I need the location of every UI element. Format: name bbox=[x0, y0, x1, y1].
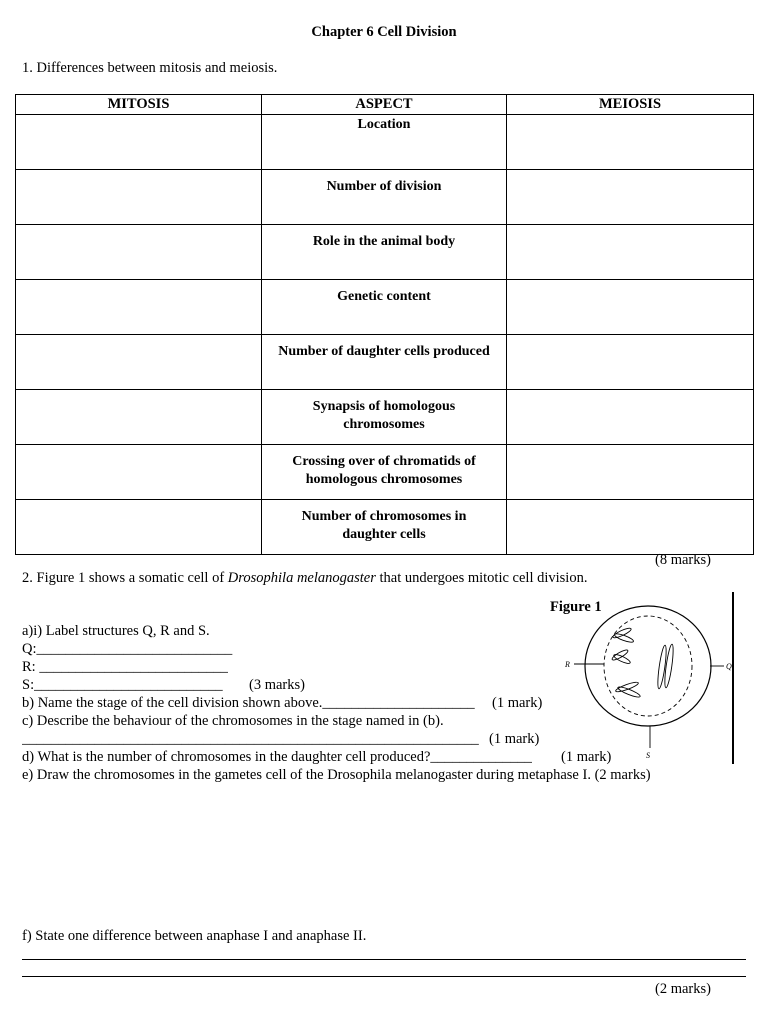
aspect-label: Crossing over of chromatids of bbox=[292, 454, 476, 469]
question-2e: e) Draw the chromosomes in the gametes cell of the Drosophila melanogaster during metaphase I. (2 marks) bbox=[22, 767, 651, 783]
table-row bbox=[16, 500, 754, 555]
species-name: Drosophila melanogaster bbox=[227, 570, 376, 586]
meiosis-answer-cell[interactable] bbox=[507, 390, 754, 445]
table-row bbox=[16, 390, 754, 445]
answer-line-s[interactable]: S:__________________________ bbox=[22, 677, 223, 693]
aspect-cell bbox=[262, 390, 507, 445]
aspect-cell bbox=[262, 115, 507, 170]
question-2a: a)i) Label structures Q, R and S. bbox=[22, 623, 210, 639]
comparison-table bbox=[15, 94, 754, 555]
mitosis-answer-cell[interactable] bbox=[16, 335, 262, 390]
meiosis-answer-cell[interactable] bbox=[507, 225, 754, 280]
aspect-label: Number of chromosomes in bbox=[301, 509, 467, 524]
mitosis-answer-cell[interactable] bbox=[16, 225, 262, 280]
mitosis-answer-cell[interactable] bbox=[16, 445, 262, 500]
mitosis-answer-cell[interactable] bbox=[16, 115, 262, 170]
aspect-label: Role in the animal body bbox=[312, 234, 456, 249]
table-row bbox=[16, 115, 754, 170]
meiosis-answer-cell[interactable] bbox=[507, 445, 754, 500]
meiosis-answer-cell[interactable] bbox=[507, 115, 754, 170]
intro-text: 2. Figure 1 shows a somatic cell of bbox=[22, 570, 228, 586]
aspect-label: Location bbox=[357, 117, 411, 132]
table-row bbox=[16, 225, 754, 280]
table-row bbox=[16, 445, 754, 500]
question-2d[interactable]: d) What is the number of chromosomes in the daughter cell produced?______________ bbox=[22, 749, 532, 765]
aspect-cell bbox=[262, 280, 507, 335]
aspect-cell bbox=[262, 170, 507, 225]
meiosis-answer-cell[interactable] bbox=[507, 280, 754, 335]
meiosis-answer-cell[interactable] bbox=[507, 500, 754, 555]
aspect-cell bbox=[262, 500, 507, 555]
header-aspect: ASPECT bbox=[262, 95, 507, 115]
label-s: S bbox=[646, 751, 650, 760]
aspect-label: chromosomes bbox=[343, 417, 425, 432]
aspect-label: Number of division bbox=[326, 179, 442, 194]
question-2f-marks: (2 marks) bbox=[655, 981, 711, 997]
answer-line-f2[interactable] bbox=[22, 976, 746, 977]
meiosis-answer-cell[interactable] bbox=[507, 170, 754, 225]
cell-diagram bbox=[562, 592, 738, 764]
mitosis-answer-cell[interactable] bbox=[16, 390, 262, 445]
question-1-marks: (8 marks) bbox=[655, 552, 711, 568]
header-mitosis: MITOSIS bbox=[16, 95, 262, 115]
table-row bbox=[16, 170, 754, 225]
meiosis-answer-cell[interactable] bbox=[507, 335, 754, 390]
answer-line-r[interactable]: R: __________________________ bbox=[22, 659, 228, 675]
mitosis-answer-cell[interactable] bbox=[16, 500, 262, 555]
label-q: Q bbox=[726, 662, 732, 671]
aspect-label: Synapsis of homologous bbox=[312, 399, 456, 414]
aspect-label: Number of daughter cells produced bbox=[278, 344, 490, 359]
question-2b-marks: (1 mark) bbox=[492, 695, 543, 711]
figure-title: Figure 1 bbox=[550, 599, 602, 615]
mitosis-answer-cell[interactable] bbox=[16, 170, 262, 225]
table-row bbox=[16, 280, 754, 335]
question-2c: c) Describe the behaviour of the chromosomes in the stage named in (b). bbox=[22, 713, 444, 729]
header-meiosis: MEIOSIS bbox=[507, 95, 754, 115]
aspect-cell bbox=[262, 445, 507, 500]
table-row bbox=[16, 335, 754, 390]
aspect-cell bbox=[262, 335, 507, 390]
aspect-cell bbox=[262, 225, 507, 280]
figure-border-line bbox=[732, 592, 734, 764]
aspect-label: homologous chromosomes bbox=[305, 472, 463, 487]
table-header-row bbox=[16, 95, 754, 115]
page-title: Chapter 6 Cell Division bbox=[311, 24, 457, 40]
question-2d-marks: (1 mark) bbox=[561, 749, 612, 765]
answer-line-f1[interactable] bbox=[22, 959, 746, 960]
aspect-label: daughter cells bbox=[342, 527, 426, 542]
answer-line-c[interactable]: _______________________________________________________________ bbox=[22, 731, 479, 747]
label-r: R bbox=[565, 660, 570, 669]
mitosis-answer-cell[interactable] bbox=[16, 280, 262, 335]
question-2a-marks: (3 marks) bbox=[249, 677, 305, 693]
question-2-intro bbox=[22, 570, 587, 587]
answer-line-q[interactable]: Q:___________________________ bbox=[22, 641, 233, 657]
aspect-label: Genetic content bbox=[337, 289, 431, 304]
question-2f: f) State one difference between anaphase I and anaphase II. bbox=[22, 928, 367, 944]
question-2c-marks: (1 mark) bbox=[489, 731, 540, 747]
intro-text-end: that undergoes mitotic cell division. bbox=[375, 570, 588, 586]
question-1-heading: 1. Differences between mitosis and meiosis. bbox=[22, 60, 278, 76]
question-2b[interactable]: b) Name the stage of the cell division shown above._____________________ bbox=[22, 695, 475, 711]
